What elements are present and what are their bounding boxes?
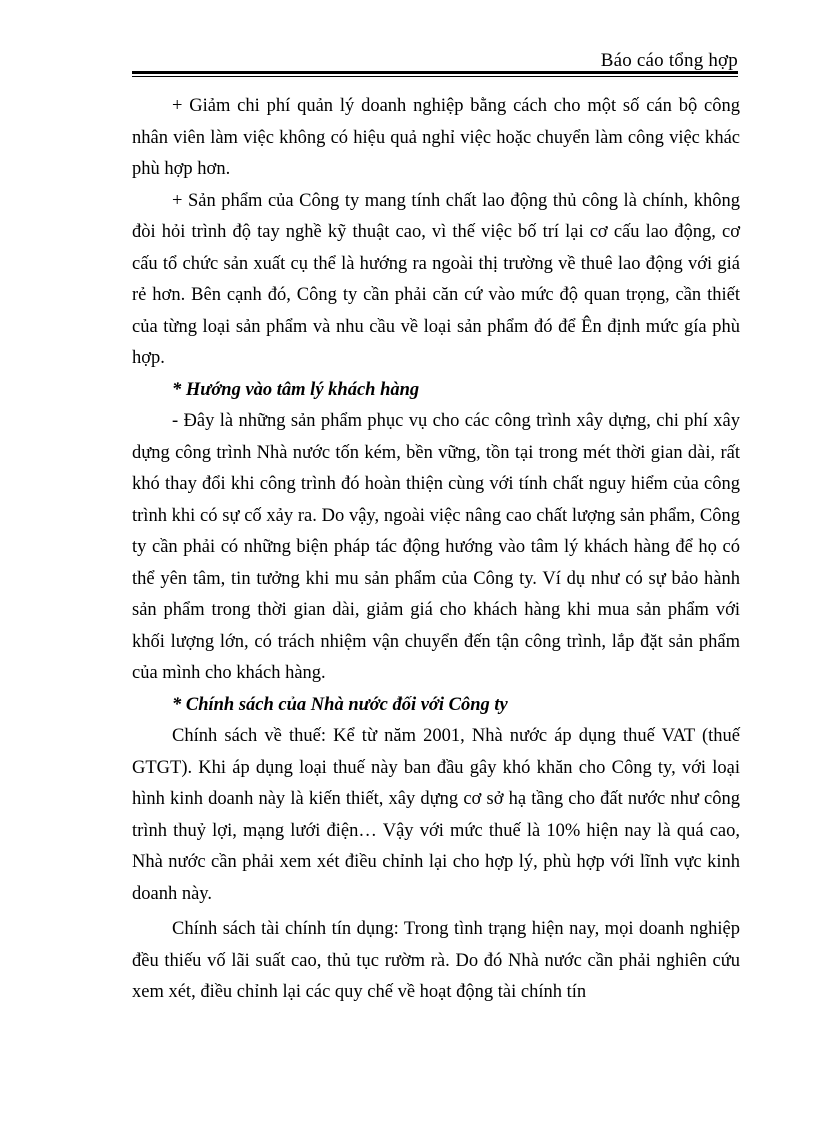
paragraph-customer-psychology: - Đây là những sản phẩm phục vụ cho các công trình xây dựng, chi phí xây dựng công trình Nhà nước tốn kém, bền vững, tồn tại trong mét thời gian dài, rất khó thay đổi khi công trình đó hoàn thiện cùng với tính chất nguy hiểm của công trình khi có sự cố xảy ra. Do vậy, ngoài việc nâng cao chất lượng sản phẩm, Công ty cần phải có những biện pháp tác động hướng vào tâm lý khách hàng để họ có thể yên tâm, tin tưởng khi mu sản phẩm của Công ty. Ví dụ như có sự bảo hành sản phẩm trong thời gian dài, giảm giá cho khách hàng khi mua sản phẩm với khối lượng lớn, có trách nhiệm vận chuyển đến tận công trình, lắp đặt sản phẩm của mình cho khách hàng. xyxy=(132,411,740,683)
heading-customer-psychology: * Hướng vào tâm lý khách hàng xyxy=(172,379,420,400)
header-rule-thick xyxy=(132,71,738,74)
paragraph-labor-structure: + Sản phẩm của Công ty mang tính chất lao động thủ công là chính, không đòi hỏi trình độ tay nghề kỹ thuật cao, vì thế việc bố trí lại cơ cấu lao động, cơ cấu tổ chức sản xuất cụ thể là hướng ra ngoài thị trường về thuê lao động với giá rẻ hơn. Bên cạnh đó, Công ty cần phải căn cứ vào mức độ quan trọng, cần thiết của từng loại sản phẩm và nhu cầu về loại sản phẩm đó để Ên định mức gía phù hợp. xyxy=(132,190,740,368)
header-rule-thin xyxy=(132,76,738,77)
paragraph-finance-policy: Chính sách tài chính tín dụng: Trong tình trạng hiện nay, mọi doanh nghiệp đều thiếu vố lãi suất cao, thủ tục rườm rà. Do đó Nhà nước cần phải nghiên cứu xem xét, điều chỉnh lại các quy chế về hoạt động tài chính tín xyxy=(132,919,740,1002)
heading-state-policy: * Chính sách của Nhà nước đối với Công ty xyxy=(172,694,508,715)
paragraph-tax-policy: Chính sách về thuế: Kể từ năm 2001, Nhà nước áp dụng thuế VAT (thuế GTGT). Khi áp dụng loại thuế này ban đầu gây khó khăn cho Công ty, với loại hình kinh doanh này là kiến thiết, xây dựng cơ sở hạ tầng cho đất nước như công trình thuỷ lợi, mạng lưới điện… Vậy với mức thuế là 10% hiện nay là quá cao, Nhà nước cần phải xem xét điều chỉnh lại cho hợp lý, phù hợp với lĩnh vực kinh doanh này. xyxy=(132,726,740,904)
paragraph-cost-reduction: + Giảm chi phí quản lý doanh nghiệp bằng cách cho một số cán bộ công nhân viên làm việc không có hiệu quả nghỉ việc hoặc chuyển làm công việc khác phù hợp hơn. xyxy=(132,96,740,179)
document-body xyxy=(132,91,740,1009)
header-title: Báo cáo tổng hợp xyxy=(600,50,738,71)
